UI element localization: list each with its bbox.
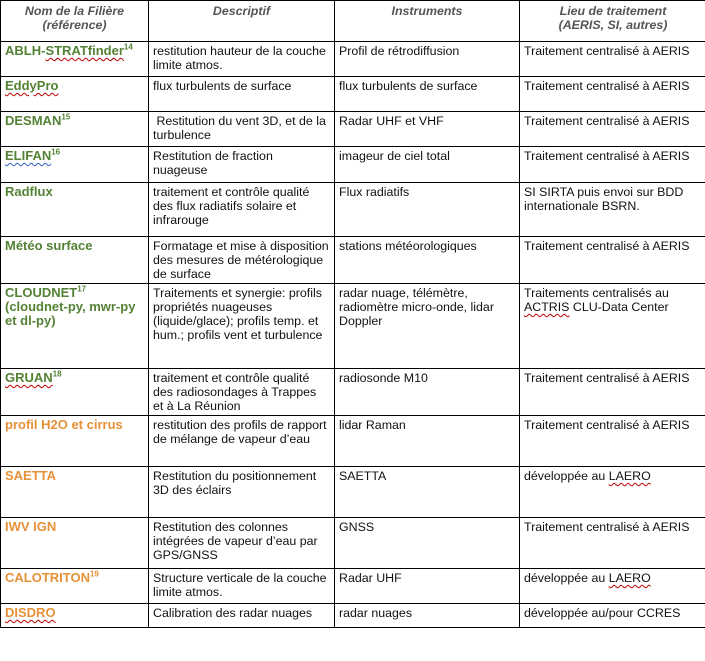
location-text: Traitement centralisé à AERIS [524,371,690,385]
pipeline-name-text: ELIFAN [5,148,52,163]
table-row [1,569,705,604]
header-location [520,1,705,42]
pipeline-name [5,519,56,534]
pipeline-name-text: DISDRO [5,605,56,620]
cell-pipeline-name [1,183,149,237]
pipeline-name-text: Radflux [5,184,53,199]
cell-instruments [335,416,520,467]
pipeline-name-text: SAETTA [5,468,57,483]
cell-instruments [335,112,520,147]
description-text: Calibration des radar nuages [153,606,313,620]
description-text: restitution hauteur de la couche limite atmos. [153,44,330,72]
cell-pipeline-name [1,284,149,369]
footnote-ref[interactable]: 17 [77,284,87,294]
pipeline-name-text: ABLH- [5,43,46,58]
cell-description [149,147,335,183]
pipeline-name [5,570,99,585]
cell-instruments [335,147,520,183]
table-row [1,77,705,112]
cell-description [149,604,335,628]
cell-instruments [335,284,520,369]
pipeline-name [5,43,133,58]
cell-pipeline-name [1,42,149,77]
cell-location [520,604,705,628]
instruments-text: radar nuage, télémètre, radiomètre micro-onde, lidar Doppler [339,286,494,328]
pipeline-name [5,148,60,163]
cell-description [149,237,335,284]
table-row [1,147,705,183]
location-text: développée au/pour CCRES [524,606,681,620]
cell-instruments [335,77,520,112]
pipeline-name [5,285,135,328]
location-text: Traitement centralisé à AERIS [524,79,690,93]
cell-pipeline-name [1,369,149,416]
description-text: Traitements et synergie: profils propriétés nuageuses (liquide/glace); profils temp. et hum.; profils vent et turbulence [153,286,326,342]
location-text: Traitement centralisé à AERIS [524,520,690,534]
instruments-text: SAETTA [339,469,387,483]
table-row [1,416,705,467]
cell-location [520,467,705,518]
footnote-ref[interactable]: 14 [123,42,133,52]
description-text: Formatage et mise à disposition des mesures de métérologique de surface [153,239,333,281]
pipeline-name [5,184,53,199]
cell-instruments [335,237,520,284]
pipeline-name-text: profil H2O et cirrus [5,417,123,432]
location-text: Traitement centralisé à AERIS [524,114,690,128]
location-text: LAERO [608,571,651,585]
location-text: Traitement centralisé à AERIS [524,44,690,58]
description-text: restitution des profils de rapport de mélange de vapeur d’eau [153,418,331,446]
cell-description [149,416,335,467]
description-text: traitement et contrôle qualité des radiosondages à Trappes et à La Réunion [153,371,320,413]
table-body [1,42,705,628]
table-row [1,604,705,628]
pipeline-name-extra: (cloudnet-py, mwr-py et dl-py) [5,299,136,328]
instruments-text: GNSS [339,520,375,534]
pipeline-name [5,113,70,128]
table-row [1,183,705,237]
cell-pipeline-name [1,237,149,284]
cell-location [520,42,705,77]
cell-location [520,183,705,237]
pipeline-name-text: CLOUDNET [5,285,78,300]
location-text: Traitements centralisés au [524,286,669,300]
cell-location [520,518,705,569]
table-header-row [1,1,705,42]
pipeline-name-text: EddyPro [5,78,59,93]
cell-pipeline-name [1,569,149,604]
pipeline-name [5,238,92,253]
pipeline-name [5,468,56,483]
table-row [1,42,705,77]
description-text: Restitution du vent 3D, et de la turbulence [153,114,330,142]
location-text: développée au [524,571,609,585]
instruments-text: Radar UHF et VHF [339,114,444,128]
cell-location [520,77,705,112]
cell-instruments [335,467,520,518]
cell-location [520,416,705,467]
instruments-text: radar nuages [339,606,413,620]
cell-description [149,369,335,416]
location-text: Traitement centralisé à AERIS [524,239,690,253]
pipeline-name [5,370,62,385]
cell-pipeline-name [1,467,149,518]
pipeline-name-text: STRATfinder [45,43,124,58]
cell-pipeline-name [1,112,149,147]
header-location-line2: (AERIS, SI, autres) [558,18,668,32]
table-row [1,112,705,147]
header-description: Descriptif [149,1,335,42]
cell-location [520,237,705,284]
description-text: traitement et contrôle qualité des flux radiatifs solaire et infrarouge [153,185,313,227]
header-location-line1: Lieu de traitement [559,4,667,18]
table-row [1,284,705,369]
cell-description [149,183,335,237]
cell-instruments [335,183,520,237]
instruments-text: Flux radiatifs [339,185,410,199]
pipeline-name-text: Météo surface [5,238,93,253]
table-row [1,369,705,416]
cell-instruments [335,569,520,604]
location-text: développée au [524,469,609,483]
header-name-line1: Nom de la Filière [24,4,125,18]
cell-description [149,77,335,112]
table-row [1,518,705,569]
cell-description [149,284,335,369]
header-name [1,1,149,42]
instruments-text: imageur de ciel total [339,149,450,163]
description-text: Structure verticale de la couche limite atmos. [153,571,331,599]
location-text: SI SIRTA puis envoi sur BDD internationale BSRN. [524,185,684,213]
cell-location [520,112,705,147]
footnote-ref[interactable]: 16 [51,147,61,157]
cell-location [520,569,705,604]
pipeline-name-text: GRUAN [5,370,53,385]
location-text: Traitement centralisé à AERIS [524,149,690,163]
description-text: Restitution des colonnes intégrées de vapeur d’eau par GPS/GNSS [153,520,322,562]
location-text: ACTRIS [524,300,570,314]
description-text: flux turbulents de surface [153,79,292,93]
cell-description [149,42,335,77]
cell-instruments [335,518,520,569]
pipeline-name [5,605,56,620]
table-row [1,237,705,284]
cell-description [149,467,335,518]
location-text: CLU-Data Center [569,300,669,314]
header-instruments: Instruments [335,1,520,42]
cell-instruments [335,369,520,416]
cell-location [520,369,705,416]
description-text: Restitution de fraction nuageuse [153,149,277,177]
cell-pipeline-name [1,416,149,467]
cell-description [149,112,335,147]
pipeline-name [5,417,123,432]
cell-pipeline-name [1,518,149,569]
footnote-ref[interactable]: 15 [61,112,71,122]
cell-instruments [335,604,520,628]
description-text: Restitution du positionnement 3D des éclairs [153,469,320,497]
table-row [1,467,705,518]
instruments-text: lidar Raman [339,418,406,432]
pipeline-name-text: CALOTRITON [5,570,90,585]
instruments-text: stations météorologiques [339,239,477,253]
pipeline-name [5,78,58,93]
cell-pipeline-name [1,147,149,183]
instruments-text: radiosonde M10 [339,371,428,385]
instruments-text: Radar UHF [339,571,402,585]
header-name-line2: (référence) [42,18,107,32]
instruments-text: flux turbulents de surface [339,79,478,93]
cell-description [149,569,335,604]
footnote-ref[interactable]: 19 [89,569,99,579]
cell-location [520,284,705,369]
cell-pipeline-name [1,77,149,112]
cell-location [520,147,705,183]
cell-pipeline-name [1,604,149,628]
instruments-text: Profil de rétrodiffusion [339,44,460,58]
location-text: LAERO [608,469,651,483]
pipeline-name-text: DESMAN [5,113,62,128]
cell-description [149,518,335,569]
footnote-ref[interactable]: 18 [52,369,62,379]
pipeline-name-text: IWV IGN [5,519,57,534]
location-text: Traitement centralisé à AERIS [524,418,690,432]
cell-instruments [335,42,520,77]
